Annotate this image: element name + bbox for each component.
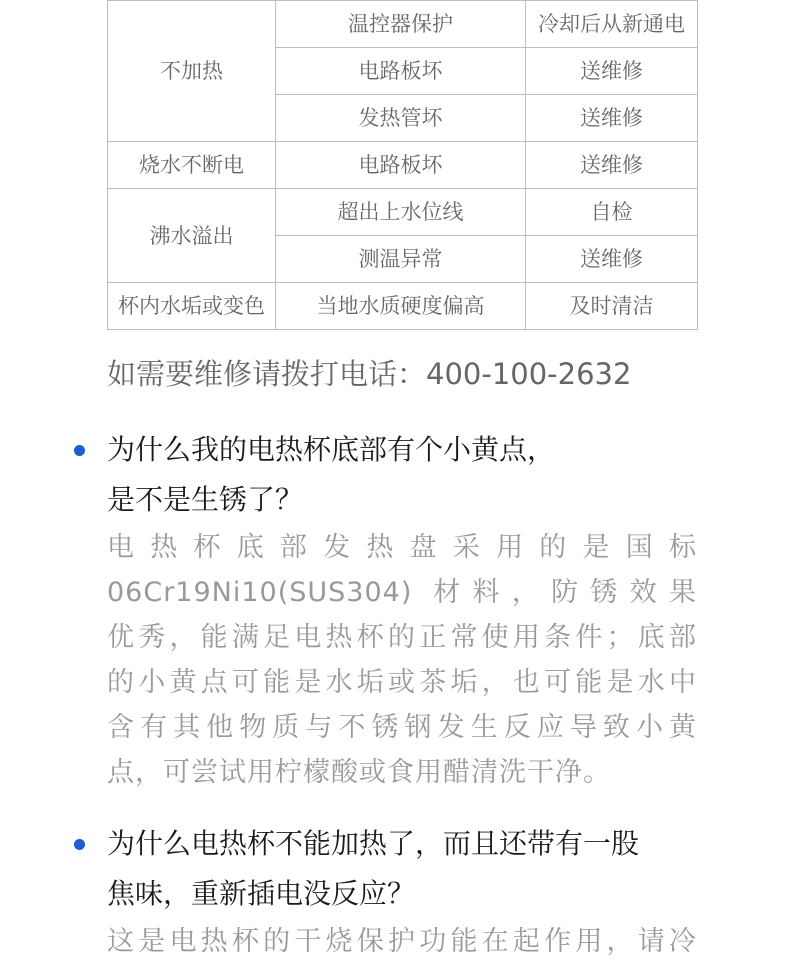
solution-cell: 自检 xyxy=(526,189,698,236)
cause-cell: 测温异常 xyxy=(276,236,526,283)
table-row xyxy=(108,142,698,189)
solution-cell: 送维修 xyxy=(526,95,698,142)
solution-cell: 及时清洁 xyxy=(526,283,698,330)
solution-cell: 送维修 xyxy=(526,142,698,189)
table-row xyxy=(108,1,698,48)
symptom-cell: 不加热 xyxy=(108,1,276,142)
symptom-cell: 杯内水垢或变色 xyxy=(108,283,276,330)
table-row xyxy=(108,283,698,330)
solution-cell: 送维修 xyxy=(526,236,698,283)
faq-answer: 电热杯底部发热盘采用的是国标 06Cr19Ni10(SUS304) 材料，防锈效果 优秀，能满足电热杯的正常使用条件；底部 的小黄点可能是水垢或茶垢，也可能是水中 含有其他物质与不锈钢发生反应导致小黄 点，可尝试用柠檬酸或食用醋清洗干净。 xyxy=(107,532,697,788)
cause-cell: 电路板坏 xyxy=(276,48,526,95)
repair-phone-note: 如需要维修请拨打电话：400-100-2632 xyxy=(107,357,632,391)
faq-item xyxy=(107,819,697,964)
cause-cell: 电路板坏 xyxy=(276,142,526,189)
cause-cell: 发热管坏 xyxy=(276,95,526,142)
faq-item xyxy=(107,425,697,795)
faq-answer: 这是电热杯的干烧保护功能在起作用，请冷 xyxy=(107,926,697,957)
bullet-icon xyxy=(74,839,85,850)
cause-cell: 超出上水位线 xyxy=(276,189,526,236)
faq-question: 为什么我的电热杯底部有个小黄点， 是不是生锈了？ xyxy=(107,433,556,516)
troubleshooting-table xyxy=(107,0,698,330)
bullet-icon xyxy=(74,445,85,456)
symptom-cell: 烧水不断电 xyxy=(108,142,276,189)
table-row xyxy=(108,189,698,236)
faq-question: 为什么电热杯不能加热了，而且还带有一股 焦味，重新插电没反应？ xyxy=(107,827,640,910)
cause-cell: 温控器保护 xyxy=(276,1,526,48)
cause-cell: 当地水质硬度偏高 xyxy=(276,283,526,330)
solution-cell: 冷却后从新通电 xyxy=(526,1,698,48)
solution-cell: 送维修 xyxy=(526,48,698,95)
symptom-cell: 沸水溢出 xyxy=(108,189,276,283)
